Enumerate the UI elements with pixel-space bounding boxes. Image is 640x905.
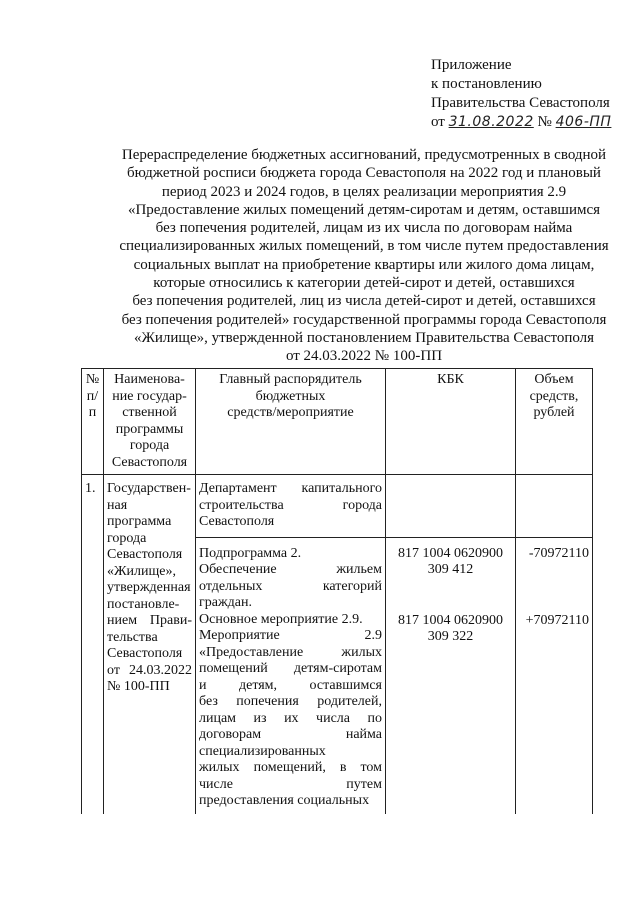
title-line: «Жилище», утвержденной постановлением Правительства Севастополя (133, 329, 595, 346)
department-line: Севастополя (199, 514, 275, 529)
header-text: средств/мероприятие (227, 405, 354, 420)
handwritten-date: 31.08.2022 (448, 114, 534, 130)
header-text: программы (115, 421, 184, 437)
department-line: Департамент капитального (199, 481, 382, 496)
program-line: нием Прави- (107, 613, 192, 628)
program-line: утвержденная (107, 580, 191, 595)
title-line: специализированных жилых помещений, в том числе путем предоставления (119, 238, 609, 255)
header-num (82, 369, 104, 475)
measure-line: Мероприятие 2.9 (199, 628, 382, 643)
header-text: Главный распорядитель (219, 372, 362, 387)
measure-line: помещений детям-сиротам (199, 661, 382, 676)
program-line: тельства (107, 629, 158, 645)
header-text: Севастополя (111, 454, 188, 470)
program-line: постановле- (107, 596, 180, 612)
subprogram-line: Подпрограмма 2. (199, 545, 302, 561)
title-line: бюджетной росписи бюджета города Севастополя на 2022 год и плановый (127, 165, 601, 182)
header-text: средств, (529, 388, 579, 404)
measure-line: предоставления социальных (199, 793, 370, 808)
measure-line: без попечения родителей, (199, 694, 382, 709)
handwritten-number: 406-ПП (555, 114, 612, 130)
measure-line: числе путем (199, 776, 382, 792)
appendix-line-1: Приложение (431, 57, 512, 73)
title-line: Перераспределение бюджетных ассигнований, предусмотренных в сводной (121, 147, 607, 163)
header-text: рублей (533, 405, 575, 420)
program-line: от 24.03.2022 (107, 662, 192, 678)
measure-line: «Предоставление жилых (199, 644, 382, 660)
subprogram-line: отдельных категорий (199, 578, 382, 594)
program-line: города (107, 530, 147, 546)
header-program (104, 369, 196, 475)
amount-value: -70972110 (528, 545, 589, 561)
kbk-value: 309 322 (427, 629, 474, 644)
header-text: КБК (437, 372, 464, 387)
subprogram-line: граждан. (199, 595, 252, 610)
appendix-line-4 (431, 113, 611, 132)
measure-line: лицам из их числа по (199, 710, 382, 726)
row-number-cell (82, 475, 104, 814)
title-line: социальных выплат на приобретение квартиры или жилого дома лицам, (133, 256, 595, 273)
number-sign: № (537, 114, 552, 130)
header-amount (516, 369, 593, 475)
kbk-value: 817 1004 0620900 (398, 612, 503, 628)
amount-cell (516, 537, 593, 814)
kbk-value: 817 1004 0620900 (398, 545, 503, 561)
measure-line: Основное мероприятие 2.9. (199, 611, 363, 627)
header-text: п/п (86, 388, 99, 420)
kbk-value: 309 412 (427, 562, 474, 577)
header-text: № (85, 372, 100, 387)
title-line: без попечения родителей, лицам из их числа по договорам найма (155, 220, 573, 237)
appendix-line-2: к постановлению (431, 76, 542, 92)
measure-line: жилых помещений, в том (199, 760, 382, 775)
header-text: ние государ- (112, 388, 187, 404)
appendix-from-label: от (431, 114, 445, 130)
title-line: которые относились к категории детей-сирот и детей, оставшихся (153, 275, 575, 292)
table-row (82, 475, 593, 538)
document-title (96, 146, 632, 366)
program-cell (104, 475, 196, 814)
header-manager (196, 369, 386, 475)
title-line: от 24.03.2022 № 100-ПП (285, 348, 443, 365)
program-line: Севастополя (107, 547, 183, 562)
measure-line: договорам найма (199, 727, 382, 742)
budget-table (81, 368, 593, 814)
header-text: города (129, 438, 170, 453)
title-line: период 2023 и 2024 годов, в целях реализации мероприятия 2.9 (161, 183, 567, 200)
amount-value: +70972110 (525, 612, 589, 628)
appendix-line-3: Правительства Севастополя (431, 95, 610, 111)
department-amount-cell (516, 475, 593, 538)
table-header-row (82, 369, 593, 475)
program-line: ная программа (107, 497, 172, 529)
header-text: бюджетных (255, 388, 326, 404)
program-line: № 100-ПП (107, 679, 170, 694)
program-line: «Жилище», (107, 563, 177, 579)
department-kbk-cell (386, 475, 516, 538)
title-line: без попечения родителей» государственной программы города Севастополя (121, 311, 607, 328)
title-line: «Предоставление жилых помещений детям-сиротам и детям, оставшимся (127, 201, 601, 218)
program-line: Севастополя (107, 646, 183, 661)
header-text: Объем (534, 372, 574, 387)
row-number: 1. (85, 481, 96, 496)
header-text: Наименова- (114, 372, 185, 387)
subprogram-line: Обеспечение жильем (199, 562, 382, 577)
kbk-cell (386, 537, 516, 814)
department-line: строительства города (199, 497, 382, 513)
title-line: без попечения родителей, лиц из числа детей-сирот и детей, оставшихся (132, 293, 596, 310)
program-line: Государствен- (107, 481, 191, 496)
measure-line: специализированных (199, 743, 326, 759)
header-text: ственной (122, 405, 177, 420)
measure-cell (196, 537, 386, 814)
header-kbk (386, 369, 516, 475)
measure-line: и детям, оставшимся (199, 677, 382, 693)
appendix-block (431, 56, 611, 132)
department-cell (196, 475, 386, 538)
